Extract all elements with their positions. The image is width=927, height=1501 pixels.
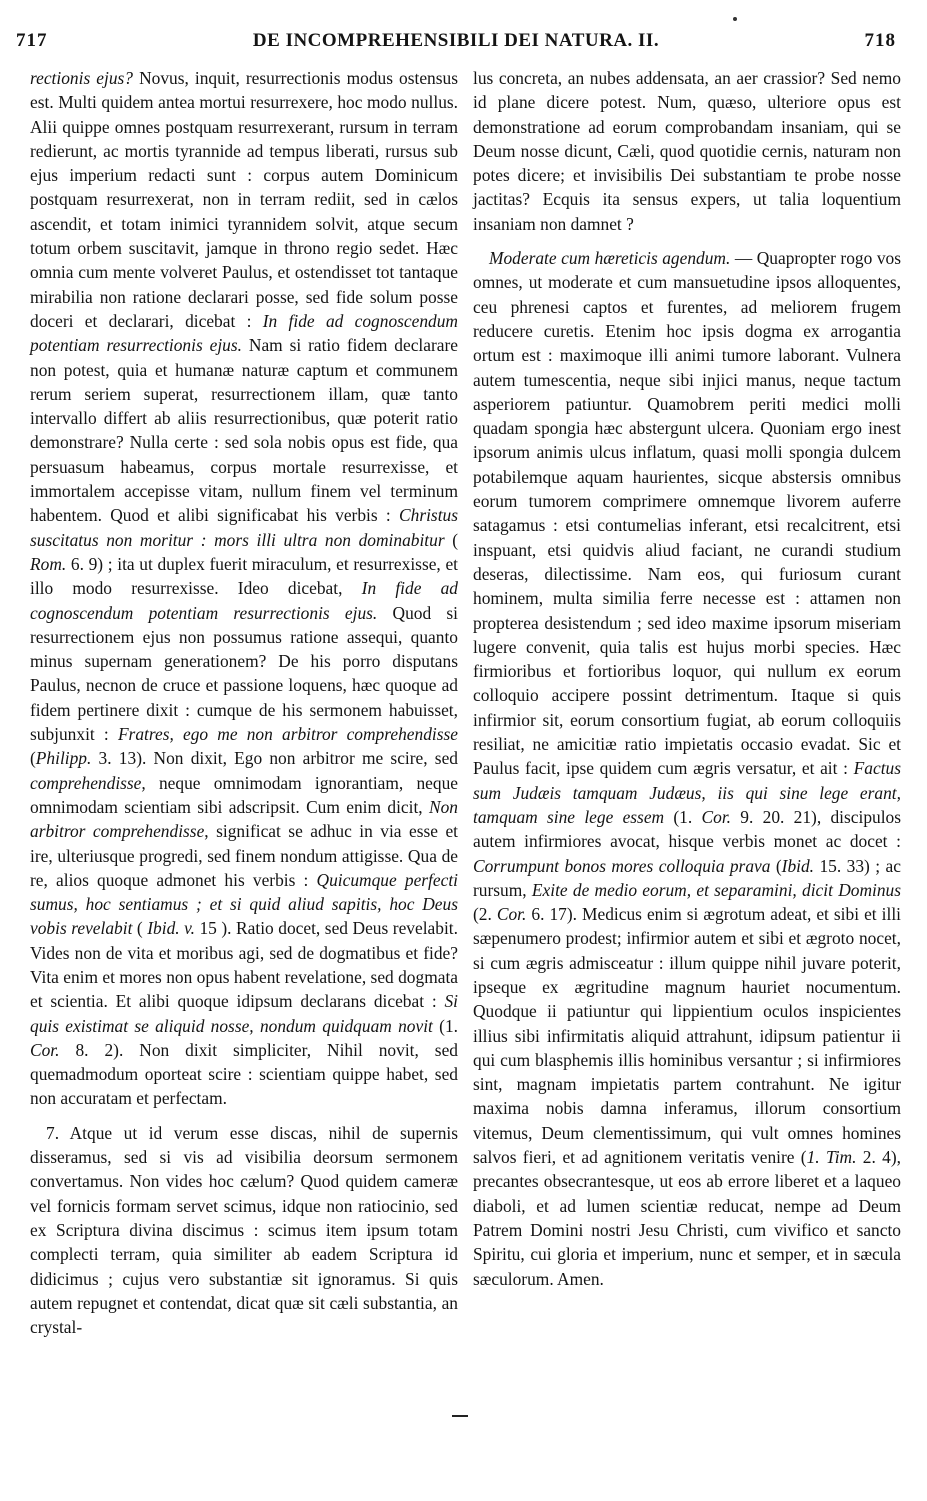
text-run: ( <box>770 855 782 876</box>
running-header <box>16 30 896 60</box>
text-run: 15. 33) ; ac rursum, <box>473 855 901 900</box>
italic-text-run: Non arbitror comprehendisse <box>30 796 458 842</box>
italic-text-run: Philipp. <box>35 748 92 769</box>
paragraph <box>473 66 901 236</box>
text-run: 6. 9) ; ita ut duplex fuerit miraculum, et resurrexisse, et illo modo resurrexisse. Ideo dicebat, <box>30 553 458 599</box>
text-run: ( <box>444 529 459 550</box>
italic-text-run: Factus sum Judæis tamquam Judæus, iis qui sine lege erant, tamquam sine lege essem <box>473 758 901 827</box>
text-run: Quod si resurrectionem ejus non possumus ratione assequi, quanto minus supernam generationem? De his porro disputans Paulus, necnon de cruce et passione loquens, hæc quoque ad fidem pertinere dixit : cumque de his sermonem habuisset, subjunxit : <box>30 602 458 745</box>
text-run: Novus, inquit, resurrectionis modus ostensus est. Multi quidem antea mortui resurrexere, hoc modo nullus. Alii quippe omnes postquam resurrexerant, rursum in terram redierunt, ac mortis tyrannide ad tempus liberati, rursus sub ejus imperium redacti sunt : corpus autem Dominicum postquam resurrexerat, non in terram rediit, sed in cælos ascendit, et totam inimici tyrannidem solvit, atque secum totum orbem suscitavit, jamque in throno regio sedet. Hæc omnia cum mente volveret Paulus, et ostendisset tot tantaque mirabilia non ratione declarari posse, sed fide solum posse doceri et declarari, dicebat : <box>30 68 458 331</box>
paragraph <box>30 66 458 1111</box>
right-column <box>473 66 901 1291</box>
italic-text-run: Corrumpunt bonos mores colloquia prava <box>473 855 771 876</box>
italic-text-run: Si quis existimat se aliquid nosse, nondum quidquam novit <box>30 991 458 1036</box>
text-run: (1. <box>664 806 702 827</box>
italic-text-run: Cor. <box>496 904 527 925</box>
left-column <box>30 66 458 1339</box>
italic-text-run: Rom. <box>30 553 67 574</box>
italic-text-run: comprehendisse, <box>30 772 146 793</box>
italic-text-run: 1. Tim. <box>806 1147 857 1168</box>
page-number-left: 717 <box>16 30 48 51</box>
text-run: 2. 4), precantes obsecrantesque, ut eos ab errore liberet et a laqueo diaboli, et ad lumen scientiæ reducat, nempe ad Deum Patrem Domini nostri Jesu Christi, cum vivifico et sancto Spiritu, cui gloria et imperium, nunc et semper, et in sæcula sæculorum. Amen. <box>473 1147 902 1289</box>
paragraph <box>30 1121 458 1340</box>
text-run: Nam si ratio fidem declarare non potest, quia et humanæ naturæ captum et communem rerum seriem superat, resurrectionem illam, quæ tanto intervallo differt ab aliis resurrectionibus, quæ poterit ratio demonstrare? Nulla certe : sed sola nobis opus est fide, qua persuasum habeamus, corpus mortale resurrexisse, et immortalem accepisse vitam, nullum finem vel terminum habentem. Quod et alibi significabat his verbis : <box>30 335 459 526</box>
footer-rule <box>452 1415 468 1417</box>
italic-text-run: Exite de medio eorum, et separamini, dicit Dominus <box>531 879 901 900</box>
text-run: (2. <box>473 904 497 925</box>
text-run: — Quapropter rogo vos omnes, ut moderate et cum mansuetudine ipsos alloquentes, ceu phrenesi captos et furentes, ad meliorem frugem reducere curetis. Etenim hoc ipsis dogma ex arrogantia ortum est : maximoque illi animi tumore laborant. Vulnera autem tumescentia, neque sibi injici manus, neque tactum asperiorem patiuntur. Quamobrem periti medici molli quadam spongia hæc abstergunt ulcera. Quoniam ergo inest ipsorum animis ulcus inflatum, quasi molli spongia dulcem potabilemque aquam haurientes, sicque abstersis omnibus eorum tumorem comprimere omnemque livorem auferre satagamus : etsi contumelias inferant, etsi recalcitrent, etsi inspuant, etsi quidvis aliud faciant, ne curandi studium deseras, dilectissime. Nam eos, qui furiosum curant hominem, multa similia ferre necesse est : attamen non propterea desistendum ; sed ideo maxime ipsorum miseriam lugere convenit, quia talis est hujus morbi species. Hæc firmioribus et fortioribus loquor, qui nullum ex eorum colloquio accipere possint detrimentum. Itaque si quis infirmior sit, eorum consortium fugiat, ab eorum colloquiis resiliat, ne amicitiæ ratio impietatis occasio evadat. Sic et Paulus facit, ipse quidem cum ægris versatur, et ait : <box>473 248 901 779</box>
italic-text-run: Ibid. v. <box>147 918 195 939</box>
text-run: ( <box>132 918 148 939</box>
italic-text-run: rectionis ejus? <box>30 68 133 88</box>
italic-text-run: Ibid. <box>781 855 815 876</box>
text-run: ( <box>30 748 36 769</box>
text-run: , significat se adhuc in via esse et ire, ulteriusque progredi, sed finem nondum attigisse. Qua de re, alios quoque admonet his verbis : <box>30 821 459 890</box>
running-title: DE INCOMPREHENSIBILI DEI NATURA. II. <box>252 30 660 51</box>
text-run: 15 ). Ratio docet, sed Deus revelabit. Vides non de vita et moribus agi, sed de dogmatibus et fide? Vita enim et mores non opus habent revelatione, sed dogmata et scientia. Et alibi quoque idipsum declarans dicebat : <box>30 918 458 1012</box>
italic-text-run: Fratres, ego me non arbitror comprehendisse <box>117 724 458 745</box>
page-number-right: 718 <box>864 30 896 51</box>
italic-text-run: Quicumque perfecti sumus, hoc sentiamus ; et si quid aliud sapitis, hoc Deus vobis revelabit <box>30 869 458 939</box>
italic-text-run: In fide ad cognoscendum potentiam resurrectionis ejus. <box>30 310 458 356</box>
text-run: (1. <box>432 1015 458 1036</box>
italic-text-run: Cor. <box>701 806 732 827</box>
text-run: 8. 2). Non dixit simpliciter, Nihil novit, sed quemadmodum oporteat scire : scientiam quippe habet, sed non accuratam et perfectam. <box>30 1039 458 1109</box>
text-run: 6. 17). Medicus enim si ægrotum adeat, et sibi et illi sæpenumero prodest; infirmior autem et sibi et ægroto nocet, si cum ægris admisceatur : illum quippe nihil juvare poterit, ipseque ex ægritudine magnum hauriet nocumentum. Quodque ii patiuntur qui lippientium oculos inspicientes illius sibi infirmitatis aliquid attrahunt, idipsum patientur ii qui cum blasphemis illis hominibus versantur ; si infirmiores sint, magnam impietatis partem contrahunt. Ne igitur maxima nobis damna inferamus, illorum consortium vitemus, Deum clementissimum, qui vult omnes homines salvos fieri, et ad agnitionem veritatis venire ( <box>473 904 901 1168</box>
italic-text-run: Moderate cum hæreticis agendum. <box>489 248 731 269</box>
text-run: 3. 13). Non dixit, Ego non arbitror me scire, sed <box>91 748 458 769</box>
text-run: 7. Atque ut id verum esse discas, nihil de supernis disseramus, sed si vis ad visibilia deorsum sermonem convertamus. Non vides hoc cælum? Quod quidem cameræ vel fornicis formam servet scimus, idque non ratiocinio, sed ex Scriptura divina discimus : scimus item ipsum totam complecti terram, quia similiter ab eadem Scriptura id didicimus ; cujus vero substantiæ sit ignoramus. Si quis autem repugnet et contendat, dicat quæ sit cæli substantia, an crystal- <box>30 1122 458 1338</box>
italic-text-run: Cor. <box>30 1039 60 1060</box>
text-run: 9. 20. 21), discipulos autem infirmiores avocat, hisque verbis monet ac docet : <box>473 806 902 852</box>
italic-text-run: Christus suscitatus non moritur : mors illi ultra non dominabitur <box>30 505 458 550</box>
text-run: lus concreta, an nubes addensata, an aer crassior? Sed nemo id plane dicere potest. Num, quæso, ulteriore opus est demonstratione ad eorum comprobandam insaniam, qui se Deum nosse dicunt, Cæli, quod quotidie cernis, naturam non potes dicere; et invisibilis Dei substantiam te probe nosse jactitas? Ecquis ita sensus expers, ut talia loquentium insaniam non damnet ? <box>473 68 901 234</box>
italic-text-run: In fide ad cognoscendum potentiam resurrectionis ejus. <box>30 578 459 623</box>
text-run: neque omnimodam ignorantiam, neque omnimodam scientiam sibi adscripsit. Cum enim dicit, <box>30 772 458 817</box>
print-speck <box>733 17 737 21</box>
paragraph <box>473 246 901 1291</box>
